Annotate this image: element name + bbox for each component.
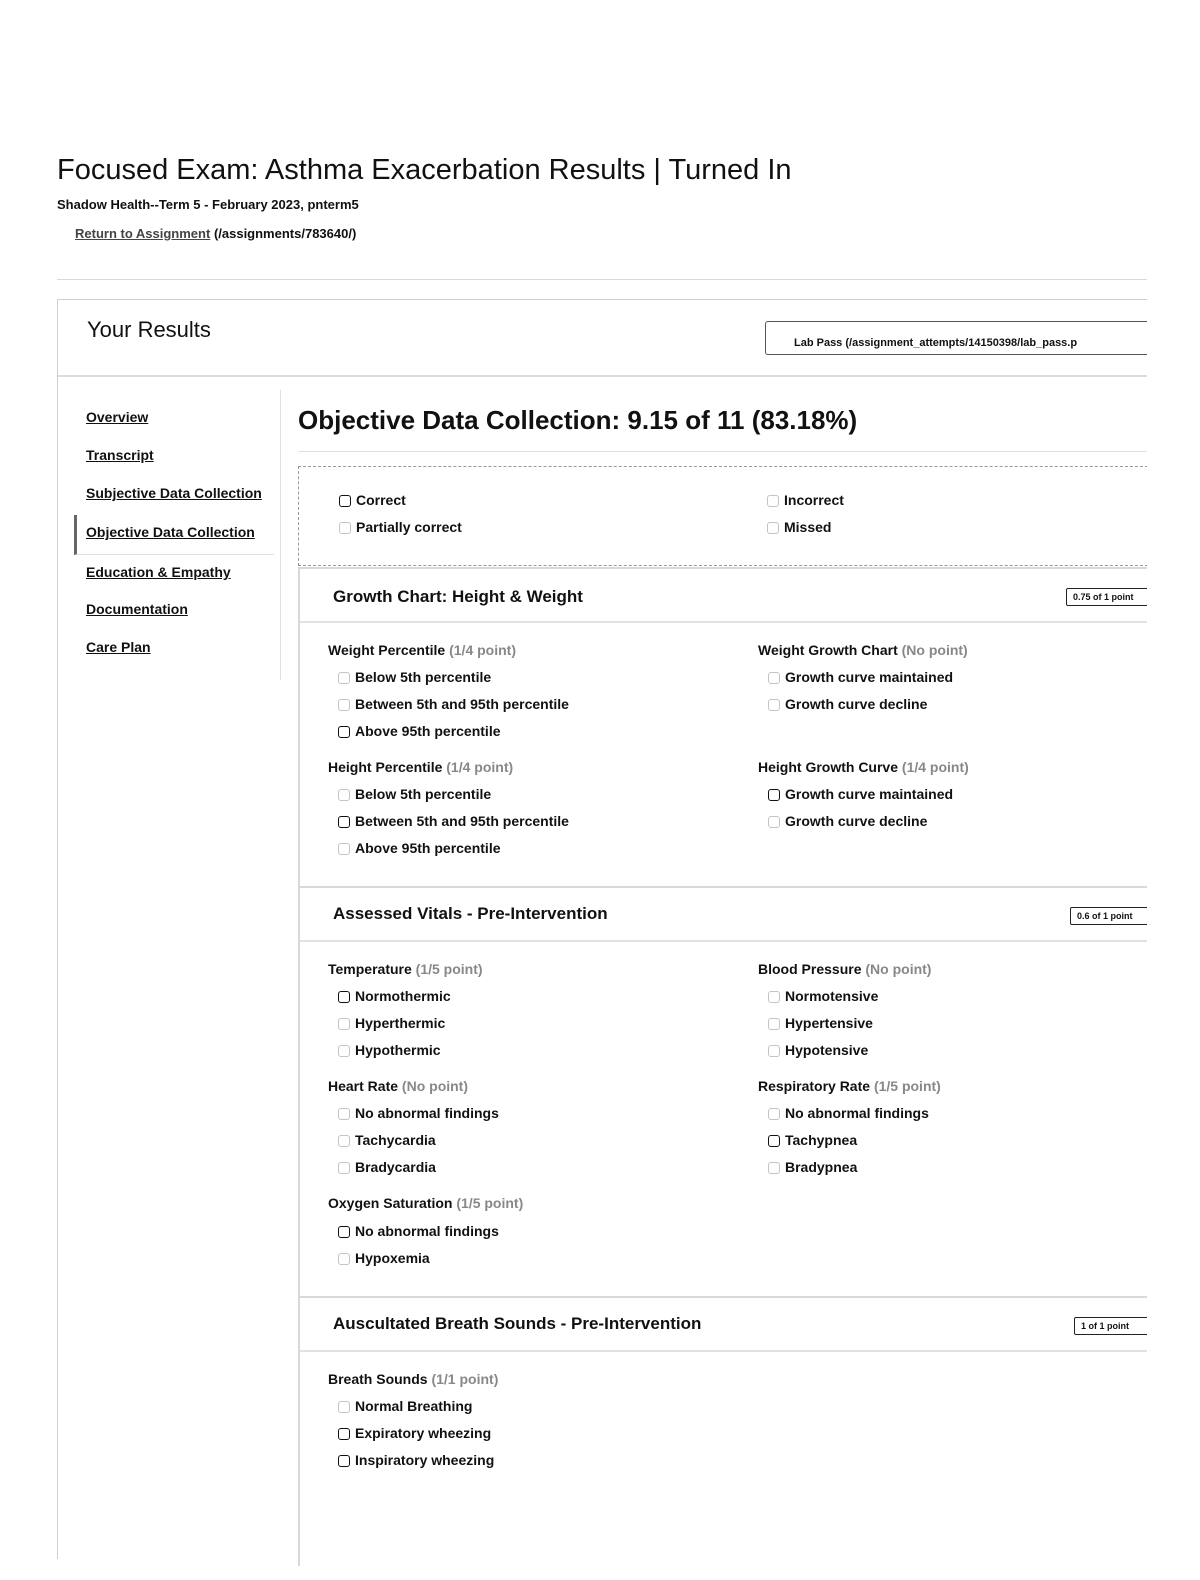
results-header [58,300,1148,377]
checkbox-icon [768,672,780,684]
option-hypertensive: Hypertensive [768,1015,873,1031]
question-weight-percentile: Weight Percentile (1/4 point) [328,642,516,658]
option-below-5th: Below 5th percentile [338,786,491,802]
return-link-text[interactable]: Return to Assignment [75,226,211,241]
checkbox-icon [338,1253,350,1265]
checkbox-icon [338,726,350,738]
option-growth-decline: Growth curve decline [768,813,927,829]
checkbox-icon [768,1018,780,1030]
option-no-abnormal-findings: No abnormal findings [768,1105,929,1121]
option-above-95th: Above 95th percentile [338,723,501,739]
section-title: Auscultated Breath Sounds - Pre-Intervention [333,1314,702,1333]
option-bradycardia: Bradycardia [338,1159,436,1175]
option-inspiratory-wheezing: Inspiratory wheezing [338,1452,494,1468]
legend-incorrect: Incorrect [767,492,844,508]
checkbox-icon [768,1162,780,1174]
page-edge-mask [1147,280,1200,1580]
heading-divider [298,451,1147,452]
return-link-url: (/assignments/783640/) [213,226,357,241]
checkbox-icon [338,843,350,855]
legend-missed: Missed [767,519,831,535]
question-weight-growth-chart: Weight Growth Chart (No point) [758,642,968,658]
checkbox-icon [768,991,780,1003]
section-breath-sounds [298,1296,1158,1566]
question-height-percentile: Height Percentile (1/4 point) [328,759,514,775]
checkbox-icon [339,522,351,534]
checkbox-icon [768,789,780,801]
score-badge: 0.75 of 1 point [1066,588,1166,606]
sidebar-item-objective-data-collection[interactable]: Objective Data Collection [74,515,274,555]
checkbox-icon [338,1428,350,1440]
section-heading: Objective Data Collection: 9.15 of 11 (83.18%) [298,405,858,435]
option-tachycardia: Tachycardia [338,1132,436,1148]
checkbox-icon [338,699,350,711]
question-respiratory-rate: Respiratory Rate (1/5 point) [758,1078,941,1094]
legend-correct: Correct [339,492,406,508]
score-badge: 1 of 1 point [1074,1317,1174,1335]
checkbox-icon [338,1108,350,1120]
section-assessed-vitals [298,886,1158,1298]
option-hyperthermic: Hyperthermic [338,1015,445,1031]
option-below-5th: Below 5th percentile [338,669,491,685]
checkbox-icon [338,672,350,684]
option-expiratory-wheezing: Expiratory wheezing [338,1425,491,1441]
option-between-5th-95th: Between 5th and 95th percentile [338,696,569,712]
option-growth-decline: Growth curve decline [768,696,927,712]
checkbox-icon [768,699,780,711]
section-header [300,888,1160,942]
result-legend [298,466,1158,566]
checkbox-icon [338,816,350,828]
return-to-assignment-link[interactable] [75,226,356,241]
option-growth-maintained: Growth curve maintained [768,786,953,802]
checkbox-icon [339,495,351,507]
option-no-abnormal-findings: No abnormal findings [338,1105,499,1121]
lab-pass-button[interactable]: Lab Pass (/assignment_attempts/14150398/lab_pass.p [765,321,1165,355]
section-header [300,569,1160,623]
checkbox-icon [338,1135,350,1147]
header-divider [57,279,1147,280]
option-normotensive: Normotensive [768,988,878,1004]
question-oxygen-saturation: Oxygen Saturation (1/5 point) [328,1195,524,1211]
page-title: Focused Exam: Asthma Exacerbation Results | Turned In [57,154,792,186]
checkbox-icon [338,1162,350,1174]
checkbox-icon [768,816,780,828]
sidebar-item-transcript[interactable]: Transcript [86,447,154,463]
sidebar-item-care-plan[interactable]: Care Plan [86,639,151,655]
checkbox-icon [767,495,779,507]
checkbox-icon [338,789,350,801]
option-growth-maintained: Growth curve maintained [768,669,953,685]
option-hypotensive: Hypotensive [768,1042,868,1058]
sidebar-item-overview[interactable]: Overview [86,409,149,425]
option-hypoxemia: Hypoxemia [338,1250,430,1266]
question-breath-sounds: Breath Sounds (1/1 point) [328,1371,499,1387]
option-bradypnea: Bradypnea [768,1159,857,1175]
option-tachypnea: Tachypnea [768,1132,857,1148]
section-header [300,1298,1160,1352]
option-above-95th: Above 95th percentile [338,840,501,856]
checkbox-icon [338,1401,350,1413]
checkbox-icon [338,1018,350,1030]
checkbox-icon [338,1045,350,1057]
question-heart-rate: Heart Rate (No point) [328,1078,469,1094]
checkbox-icon [767,522,779,534]
option-no-abnormal-findings: No abnormal findings [338,1223,499,1239]
option-between-5th-95th: Between 5th and 95th percentile [338,813,569,829]
option-normal-breathing: Normal Breathing [338,1398,472,1414]
question-temperature: Temperature (1/5 point) [328,961,483,977]
question-height-growth-curve: Height Growth Curve (1/4 point) [758,759,969,775]
sidebar-item-documentation[interactable]: Documentation [86,601,188,617]
question-blood-pressure: Blood Pressure (No point) [758,961,932,977]
results-sidebar [74,390,281,680]
checkbox-icon [768,1135,780,1147]
checkbox-icon [768,1045,780,1057]
sidebar-item-education-empathy[interactable]: Education & Empathy [86,564,231,580]
checkbox-icon [768,1108,780,1120]
section-title: Assessed Vitals - Pre-Intervention [333,904,608,923]
section-growth-chart [298,567,1158,887]
score-badge: 0.6 of 1 point [1070,907,1170,925]
legend-partially-correct: Partially correct [339,519,462,535]
section-title: Growth Chart: Height & Weight [333,587,583,606]
page-subtitle: Shadow Health--Term 5 - February 2023, pnterm5 [57,197,359,212]
checkbox-icon [338,991,350,1003]
option-normothermic: Normothermic [338,988,451,1004]
sidebar-item-subjective-data-collection[interactable]: Subjective Data Collection [86,485,262,501]
option-hypothermic: Hypothermic [338,1042,441,1058]
checkbox-icon [338,1226,350,1238]
checkbox-icon [338,1455,350,1467]
results-title: Your Results [87,317,211,342]
